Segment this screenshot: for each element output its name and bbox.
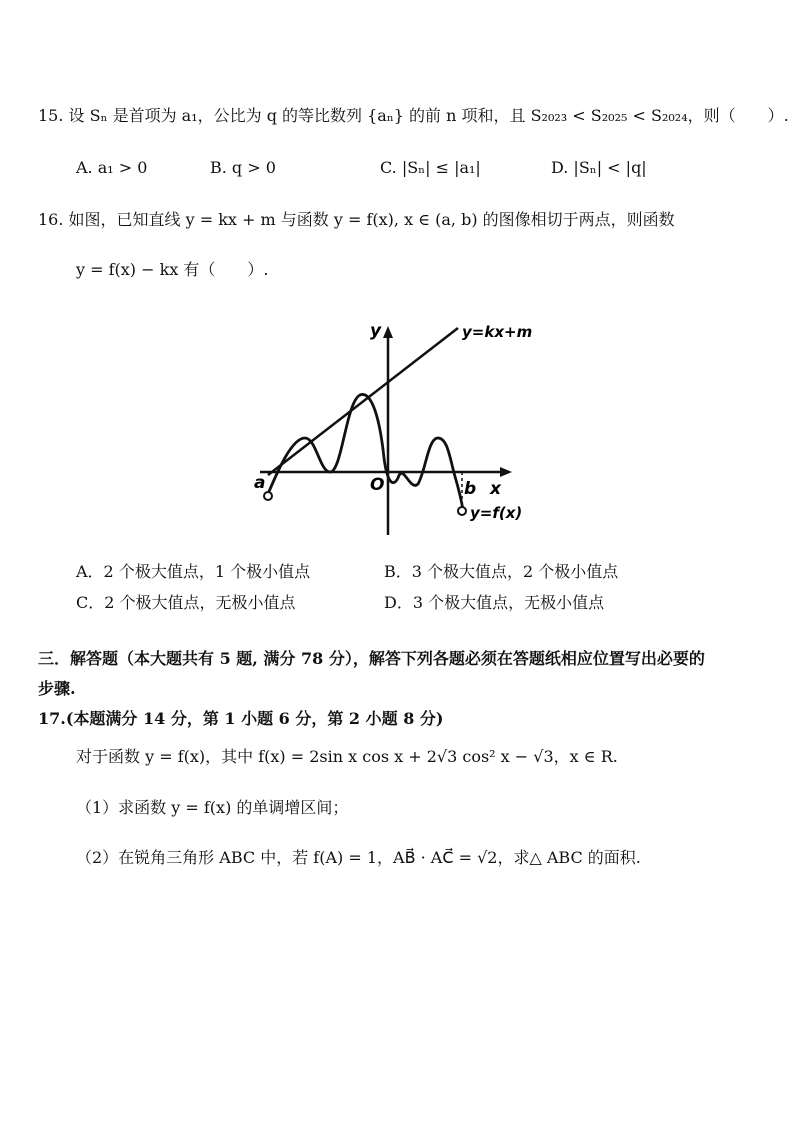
q16-option-b: B．3 个极大值点，2 个极小值点 [384, 562, 619, 581]
q16-stem-line2: y = f(x) − kx 有（ ）. [76, 260, 269, 279]
q16-option-d: D．3 个极大值点，无极小值点 [384, 593, 605, 612]
q15-option-b: B. q > 0 [210, 158, 276, 177]
endpoint-a-open-circle [264, 492, 272, 500]
label-origin: O [370, 475, 385, 495]
q16-option-c: C．2 个极大值点，无极小值点 [76, 593, 296, 612]
q17-part1: （1）求函数 y = f(x) 的单调增区间； [76, 798, 349, 817]
label-a: a [254, 473, 266, 493]
label-y: y [370, 321, 382, 341]
q16-stem-line1: 16. 如图，已知直线 y = kx + m 与函数 y = f(x), x ∈ (a, b) 的图像相切于两点，则函数 [38, 210, 675, 229]
q15-option-d: D. |Sₙ| < |q| [551, 158, 647, 177]
label-b: b [464, 479, 477, 499]
q15-option-a: A. a₁ > 0 [76, 158, 148, 177]
q15-stem: 15. 设 Sₙ 是首项为 a₁，公比为 q 的等比数列 {aₙ} 的前 n 项和，且 S₂₀₂₃ < S₂₀₂₅ < S₂₀₂₄，则（ ）. [38, 106, 789, 125]
section3-heading-line2: 步骤. [38, 679, 76, 698]
label-tangent-line: y=kx+m [462, 323, 533, 341]
q17-stem: 对于函数 y = f(x)，其中 f(x) = 2sin x cos x + 2√3 cos² x − √3，x ∈ R. [76, 747, 618, 766]
q16-option-a: A．2 个极大值点，1 个极小值点 [76, 562, 311, 581]
q16-function-graph [250, 310, 550, 540]
x-axis-arrow-icon [500, 467, 512, 477]
label-function: y=f(x) [470, 504, 523, 522]
endpoint-b-open-circle [458, 507, 466, 515]
q15-option-c: C. |Sₙ| ≤ |a₁| [380, 158, 481, 177]
section3-heading-line1: 三．解答题（本大题共有 5 题, 满分 78 分），解答下列各题必须在答题纸相应位置写出必要的 [38, 649, 705, 668]
q17-part2: （2）在锐角三角形 ABC 中，若 f(A) = 1，AB⃗ · AC⃗ = √2，求△ ABC 的面积. [76, 848, 641, 867]
label-x: x [490, 479, 501, 499]
y-axis-arrow-icon [383, 326, 393, 338]
q17-header: 17.(本题满分 14 分，第 1 小题 6 分，第 2 小题 8 分) [38, 709, 444, 728]
